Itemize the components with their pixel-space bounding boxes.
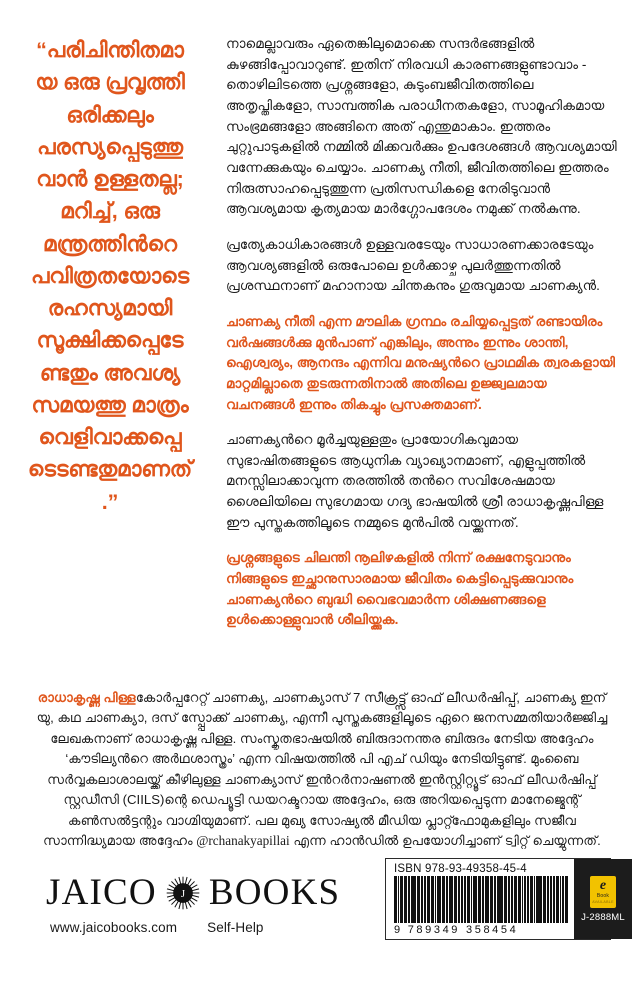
author-bio-text-after: എന്ന ഹാൻഡിൽ ഉപയോഗിച്ചാണ് ട്വിറ്റ് ചെയ്യുന്നത്. — [289, 833, 601, 849]
publisher-name-books: BOOKS — [208, 872, 341, 913]
svg-text:J: J — [180, 887, 185, 900]
barcode-digit-group-3: 358454 — [466, 924, 519, 936]
ebook-available-icon — [590, 876, 616, 908]
body-paragraph-1: നാമെല്ലാവരും ഏതെങ്കിലുമൊക്കെ സന്ദർഭങ്ങളിൽ കുഴങ്ങിപ്പോവാറുണ്ട്. ഇതിന് നിരവധി കാരണങ്ങളുണ്ടാവാം - തൊഴിലിടത്തെ പ്രശ്നങ്ങളോ, കുടുംബജീവിതത്തിലെ അതൃപ്തികളോ, സാമ്പത്തിക പരാധീനതകളോ, സാമൂഹികമായ സംഭ്രമങ്ങളോ അങ്ങിനെ അത് എന്തുമാകാം. ഇത്തരം ചുറ്റുപാടുകളിൽ നമ്മിൽ മിക്കവർക്കും ഉപദേശങ്ങൾ ആവശ്യമായി വന്നേക്കുകയും ചെയ്യാം. ചാണക്യ നീതി, ജീവിതത്തിലെ ഇത്തരം നിരുത്സാഹപ്പെടുത്തുന്ന പ്രതിസന്ധികളെ നേരിടുവാൻ ആവശ്യമായ കൃത്യമായ മാർഗ്ഗോപദേശം നമുക്ക് നൽകുന്നു. — [226, 36, 617, 217]
barcode-main — [386, 859, 574, 939]
footer — [0, 850, 644, 1000]
publisher-meta — [46, 920, 336, 935]
barcode-digit-group-1: 9 — [394, 924, 403, 936]
author-twitter-handle: @rchanakyapillai — [196, 833, 290, 849]
pull-quote: “പരിചിന്തിതമായ ഒരു പ്രവൃത്തി ഒരിക്കലും പരസ്യപ്പെടുത്തുവാൻ ഉള്ളതല്ല; മറിച്ച്, ഒരു മന്ത്രത്തിൻറെ പവിത്രതയോടെ രഹസ്യമായി സൂക്ഷിക്കപ്പെടേണ്ടതും അവശ്യ സമയത്തു മാത്രം വെളിവാക്കപ്പെടെടണ്ടതുമാണത്.” — [27, 38, 193, 514]
left-column — [0, 34, 218, 518]
ebook-side-panel — [574, 859, 632, 939]
author-bio-text-before: കോർപ്പറേറ്റ് ചാണക്യ, ചാണക്യാസ് 7 സീക്രട്ട്സ് ഓഫ് ലീഡർഷിപ്പ്, ചാണക്യ ഇന് യു, കഥ ചാണക്യാ, ദസ് സ്പ്പോക്ക് ചാണക്യ, എന്നീ പുസ്തകങ്ങളിലൂടെ ഏറെ ജനസമ്മതിയാർജ്ജിച്ച ലേഖകനാണ് രാധാകൃഷ്ണ പിള്ള. സംസ്കൃതഭാഷയിൽ ബിരുദാനന്തര ബിരുദം നേടിയ അദ്ദേഹം ‘കൗടില്യൻറെ അർഥശാസ്ത്രം’ എന്ന വിഷയത്തിൽ പി എച് ഡിയും നേടിയിട്ടുണ്ട്. മുംബൈ സർവ്വകലാശാലയ്ക്ക് കീഴിലുള്ള ചാണക്യാസ് ഇൻറർനാഷണൽ ഇൻസ്റ്റിറ്റ്യൂട് ഓഫ് ലീഡർഷിപ്പ് സ്റ്റഡീസി (CIILS)ന്റെ ഡെപ്യൂട്ടി ഡയറക്ടറായ അദ്ദേഹം, ഒരു അറിയപ്പെടുന്ന മാനേജ്മെന്റ് കൺസൽട്ടന്റും വാഗ്മിയുമാണ്. പല മുഖ്യ സോഷ്യൽ മീഡിയ പ്ലാറ്റ്ഫോമുകളിലും സജീവ സാന്നിദ്ധ്യമായ അദ്ദേഹം — [36, 690, 608, 849]
internal-code: J-2888ML — [581, 912, 625, 923]
author-name: രാധാകൃഷ്ണ പിള്ള — [37, 690, 136, 705]
ebook-letter: e — [599, 878, 607, 894]
publisher-website[interactable]: www.jaicobooks.com — [50, 920, 178, 935]
barcode-digits — [394, 924, 568, 936]
isbn-label: ISBN 978-93-49358-45-4 — [394, 863, 527, 875]
jaico-sunburst-icon — [166, 876, 200, 910]
content-columns — [0, 34, 644, 631]
ebook-available-label: AVAILABLE — [592, 900, 614, 905]
author-bio — [32, 688, 612, 852]
barcode-digit-group-2: 789349 — [407, 924, 461, 936]
book-category: Self-Help — [207, 920, 264, 935]
body-paragraph-4: ചാണക്യൻറെ മൂർച്ചയുള്ളതും പ്രായോഗികവുമായ സുഭാഷിതങ്ങളുടെ ആധുനിക വ്യാഖ്യാനമാണ്, എളുപ്പത്തിൽ മനസ്സിലാക്കാവുന്ന തരത്തിൽ തൻറെ സവിശേഷമായ ശൈലിയിലെ സുഭഗമായ ഗദ്യ ഭാഷയിൽ ശ്രീ രാധാകൃഷ്ണപിള്ള ഈ പുസ്തകത്തിലൂടെ നമ്മുടെ മുൻപിൽ വയ്ക്കുന്നത്. — [226, 432, 604, 530]
publisher-logo-block — [46, 872, 341, 935]
right-column — [218, 34, 644, 631]
body-paragraph-5-highlight: പ്രശ്നങ്ങളുടെ ചിലന്തി നൂലിഴകളിൽ നിന്ന് രക്ഷനേടുവാനും നിങ്ങളുടെ ഇച്ഛാനുസാരമായ ജീവിതം കെട്ടിപ്പെടുക്കുവാനും ചാണക്യൻറെ ബുദ്ധി വൈഭവമാർന്ന ശിക്ഷണങ്ങളെ ഉൾക്കൊള്ളുവാൻ ശീലിയ്ക്കുക. — [226, 550, 574, 628]
publisher-name-jaico: JAICO — [46, 872, 157, 913]
barcode-bars — [394, 876, 568, 923]
publisher-logo-row — [46, 872, 341, 913]
ebook-word: Book — [596, 893, 610, 900]
barcode-block — [385, 858, 625, 940]
body-paragraph-2: പ്രത്യേകാധികാരങ്ങൾ ഉള്ളവരടേയും സാധാരണക്കാരടേയും ആവശ്യങ്ങളിൽ ഒരുപോലെ ഉൾക്കാഴ്ച പുലർത്തുന്നതിൽ പ്രശസ്ഥനാണ് മഹാനായ ചിന്തകനും ഗുരുവുമായ ചാണക്യൻ. — [226, 236, 600, 294]
body-paragraph-3-highlight: ചാണക്യ നീതി എന്ന മൗലിക ഗ്രന്ഥം രചിയ്യപ്പെട്ടത് രണ്ടായിരം വർഷങ്ങൾക്കു മുൻപാണ് എങ്കിലും, അന്നും ഇന്നും ശാന്തി, ഐശ്വര്യം, ആനന്ദം എന്നിവ മനുഷ്യൻറെ പ്രാഥമിക ത്വരകളായി മാറ്റമില്ലാതെ തുടരുന്നതിനാൽ അതിലെ ഉജ്ജ്വലമായ വചനങ്ങൾ ഇന്നും തികച്ചും പ്രസക്തമാണ്. — [226, 313, 615, 412]
